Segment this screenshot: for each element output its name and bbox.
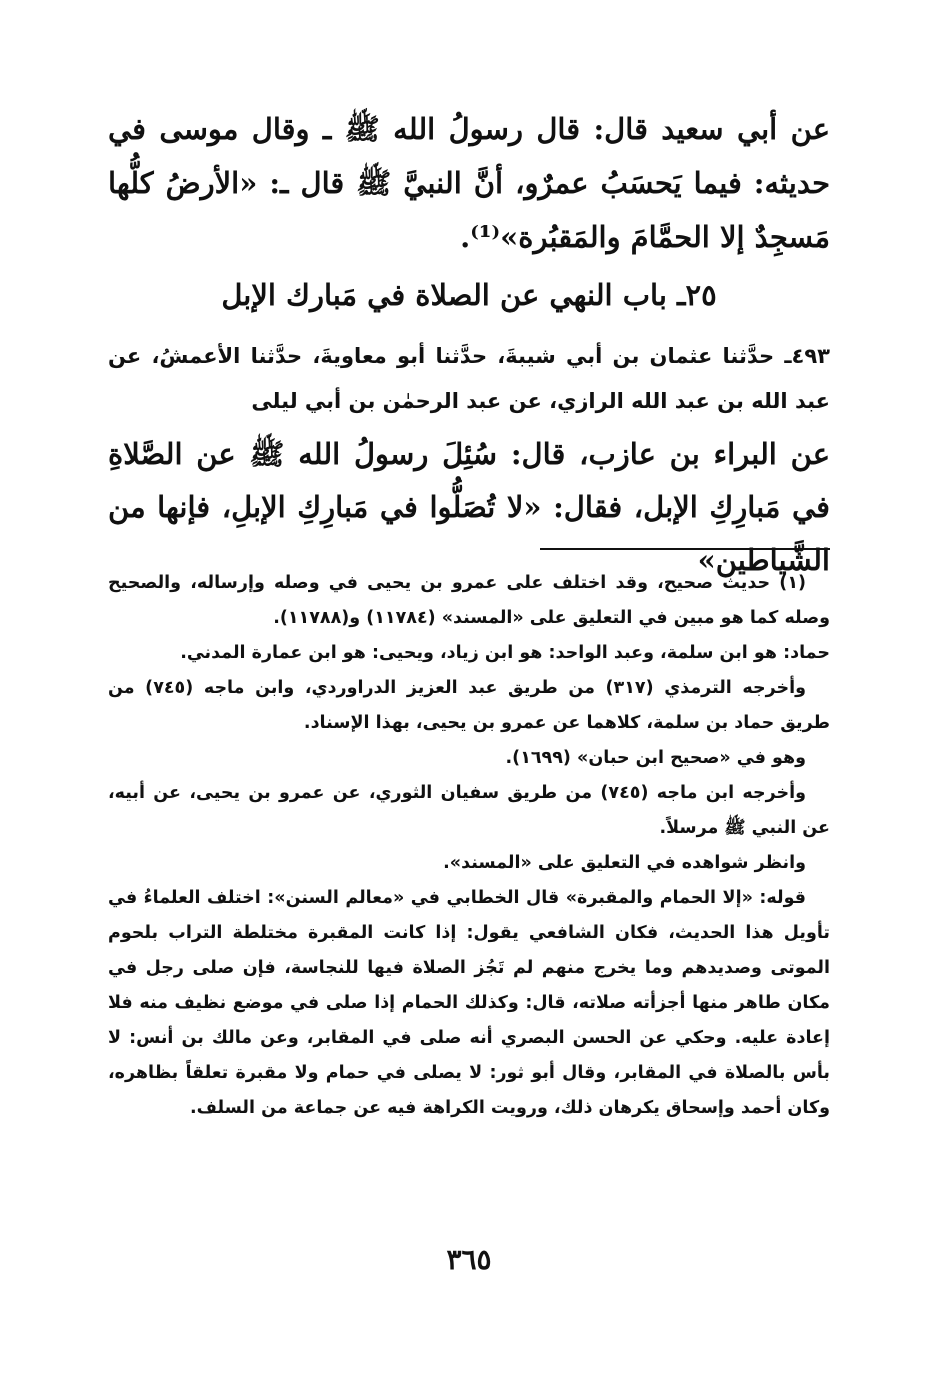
footnote-paragraph: وهو في «صحيح ابن حبان» (١٦٩٩). xyxy=(505,748,806,768)
footnote-paragraph: (١) حديث صحيح، وقد اختلف على عمرو بن يحيى في وصله وإرساله، والصحيح وصله كما هو مبين في التعليق على «المسند» (١١٧٨٤) و(١١٧٨٨). xyxy=(108,573,830,628)
footnote-paragraph: وأخرجه الترمذي (٣١٧) من طريق عبد العزيز الدراوردي، وابن ماجه (٧٤٥) من طريق حماد بن سلمة، كلاهما عن عمرو بن يحيى، بهذا الإسناد. xyxy=(108,678,830,733)
footnote-paragraph: حماد: هو ابن سلمة، وعبد الواحد: هو ابن زياد، ويحيى: هو ابن عمارة المدني. xyxy=(180,643,830,663)
footnote-paragraph: قوله: «إلا الحمام والمقبرة» قال الخطابي في «معالم السنن»: اختلف العلماءُ في تأويل هذا الحديث، فكان الشافعي يقول: إذا كانت المقبرة مختلطة التراب بلحوم الموتى وصديدهم وما يخرج منهم لم تَجُز الصلاة فيها للنجاسة، فإن صلى رجل في مكان طاهر منها أجزأته صلاته، قال: وكذلك الحمام إذا صلى في موضع نظيف منه فلا إعادة عليه. وحكي عن الحسن البصري أنه صلى في المقابر، وعن مالك بن أنس: لا بأس بالصلاة في المقابر، وقال أبو ثور: لا يصلى في حمام ولا مقبرة تعلقاً بظاهره، وكان أحمد وإسحاق يكرهان ذلك، ورويت الكراهة فيه عن جماعة من السلف. xyxy=(108,888,830,1118)
footnote-separator xyxy=(540,548,830,550)
page-number: ٣٦٥ xyxy=(446,1243,492,1276)
footnotes xyxy=(108,566,830,1126)
chapter-heading: ٢٥ـ باب النهي عن الصلاة في مَبارك الإبل xyxy=(221,278,717,312)
footnote-paragraph: وانظر شواهده في التعليق على «المسند». xyxy=(443,853,806,873)
hadith-matn: عن البراء بن عازب، قال: سُئِلَ رسولُ الله ﷺ عن الصَّلاةِ في مَبارِكِ الإبل، فقال: «لا تُصَلُّوا في مَبارِكِ الإبلِ، فإنها من الشَّياطين» xyxy=(108,437,830,577)
hadith-text-continuation: عن أبي سعيد قال: قال رسولُ الله ﷺ ـ وقال موسى في حديثه: فيما يَحسَبُ عمرٌو، أنَّ النبيَّ ﷺ قال ـ: «الأرضُ كلُّها مَسجِدٌ إلا الحمَّامَ والمَقبُرة»⁽¹⁾. xyxy=(108,112,830,254)
hadith-isnad: ٤٩٣ـ حدَّثنا عثمان بن أبي شيبةَ، حدَّثنا أبو معاويةَ، حدَّثنا الأعمشُ، عن عبد الله بن عبد الله الرازي، عن عبد الرحمٰن بن أبي ليلى xyxy=(108,344,830,413)
footnote-paragraph: وأخرجه ابن ماجه (٧٤٥) من طريق سفيان الثوري، عن عمرو بن يحيى، عن أبيه، عن النبي ﷺ مرسلاً. xyxy=(108,783,830,838)
